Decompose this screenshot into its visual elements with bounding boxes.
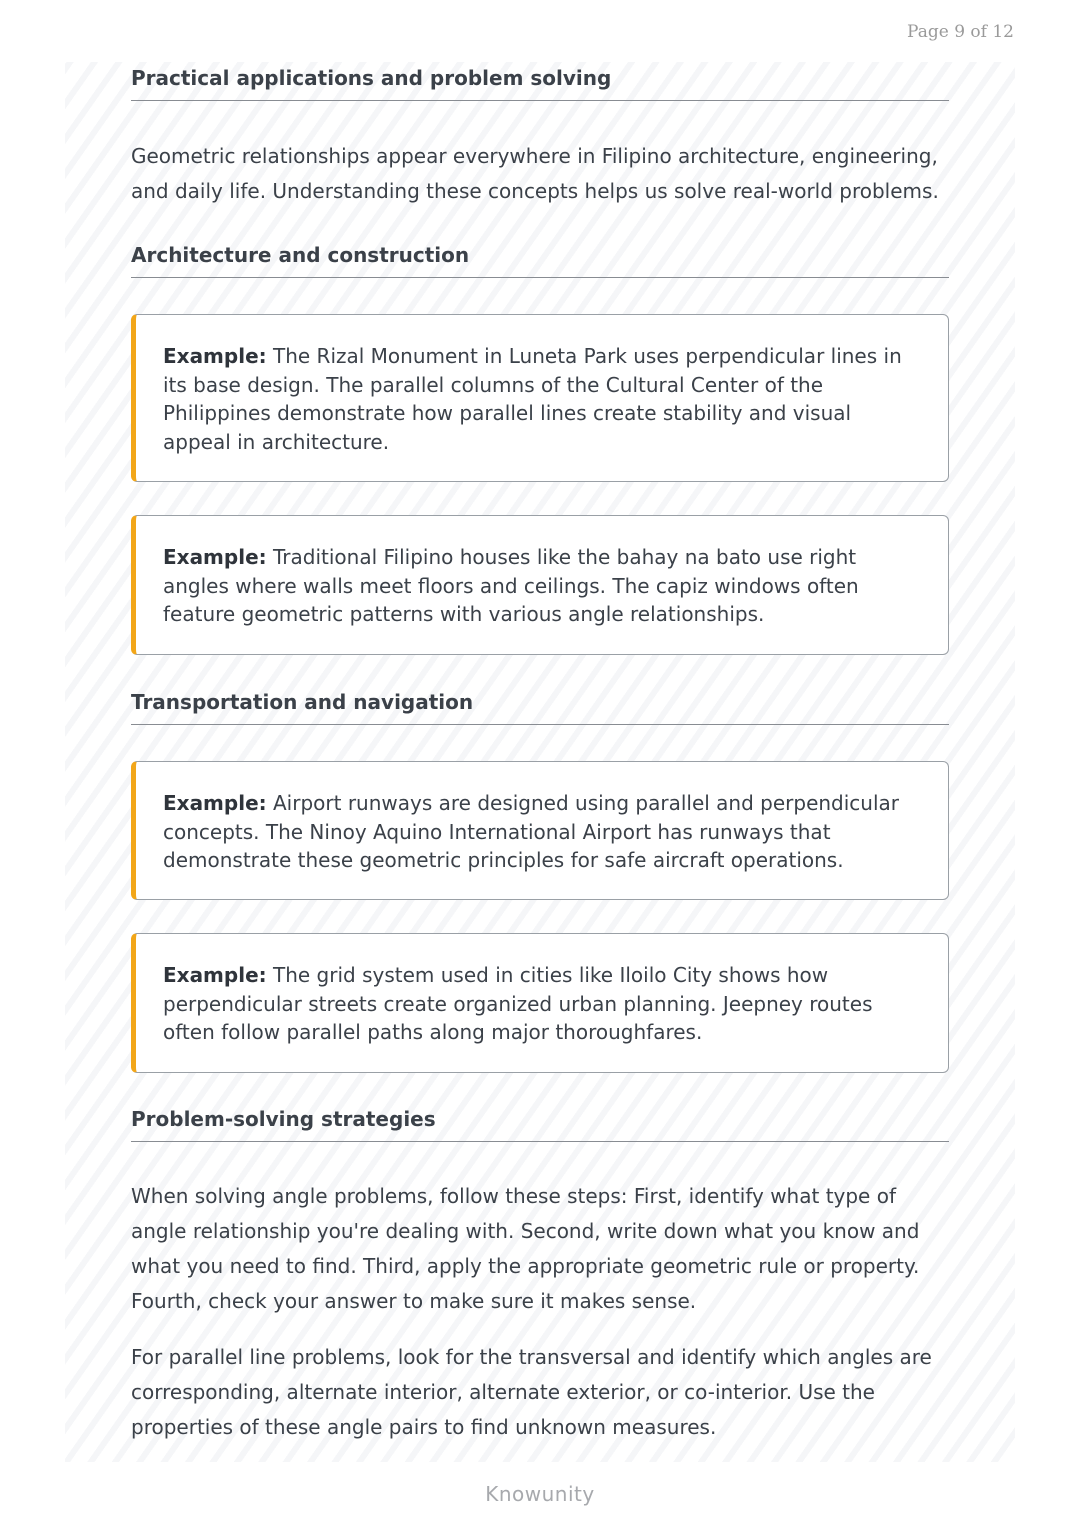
page-number: Page 9 of 12 — [907, 22, 1014, 42]
strategies-paragraph-2: For parallel line problems, look for the transversal and identify which angles are corresponding, alternate interior, alternate exterior, or co-interior. Use the properties of these angle pairs to find unknown measures. — [131, 1345, 932, 1439]
example-text: The grid system used in cities like Iloilo City shows how perpendicular streets create organized urban planning. Jeepney routes often follow parallel paths along major thoroughfares. — [163, 963, 873, 1044]
example-label: Example: — [163, 791, 267, 815]
footer-brand: Knowunity — [485, 1482, 595, 1506]
strategies-heading: Problem-solving strategies — [131, 1107, 949, 1142]
example-card-rizal — [131, 314, 949, 482]
example-label: Example: — [163, 963, 267, 987]
architecture-heading: Architecture and construction — [131, 243, 949, 278]
example-text: Airport runways are designed using parallel and perpendicular concepts. The Ninoy Aquino International Airport has runways that demonstrate these geometric principles for safe aircraft operations. — [163, 791, 900, 872]
example-label: Example: — [163, 344, 267, 368]
main-heading: Practical applications and problem solving — [131, 66, 949, 101]
intro-paragraph: Geometric relationships appear everywhere in Filipino architecture, engineering, and daily life. Understanding these concepts helps us solve real-world problems. — [131, 144, 939, 203]
example-text: The Rizal Monument in Luneta Park uses perpendicular lines in its base design. The parallel columns of the Cultural Center of the Philippines demonstrate how parallel lines create stability and visual appeal in architecture. — [163, 344, 902, 454]
example-text: Traditional Filipino houses like the bahay na bato use right angles where walls meet floors and ceilings. The capiz windows often feature geometric patterns with various angle relationships. — [163, 545, 859, 626]
transport-heading: Transportation and navigation — [131, 690, 949, 725]
strategies-paragraph-1: When solving angle problems, follow these steps: First, identify what type of angle relationship you're dealing with. Second, write down what you know and what you need to find. Third, apply the appropriate geometric rule or property. Fourth, check your answer to make sure it makes sense. — [131, 1184, 920, 1313]
example-label: Example: — [163, 545, 267, 569]
example-card-bahay — [131, 515, 949, 655]
example-card-airport — [131, 761, 949, 900]
example-card-grid — [131, 933, 949, 1073]
